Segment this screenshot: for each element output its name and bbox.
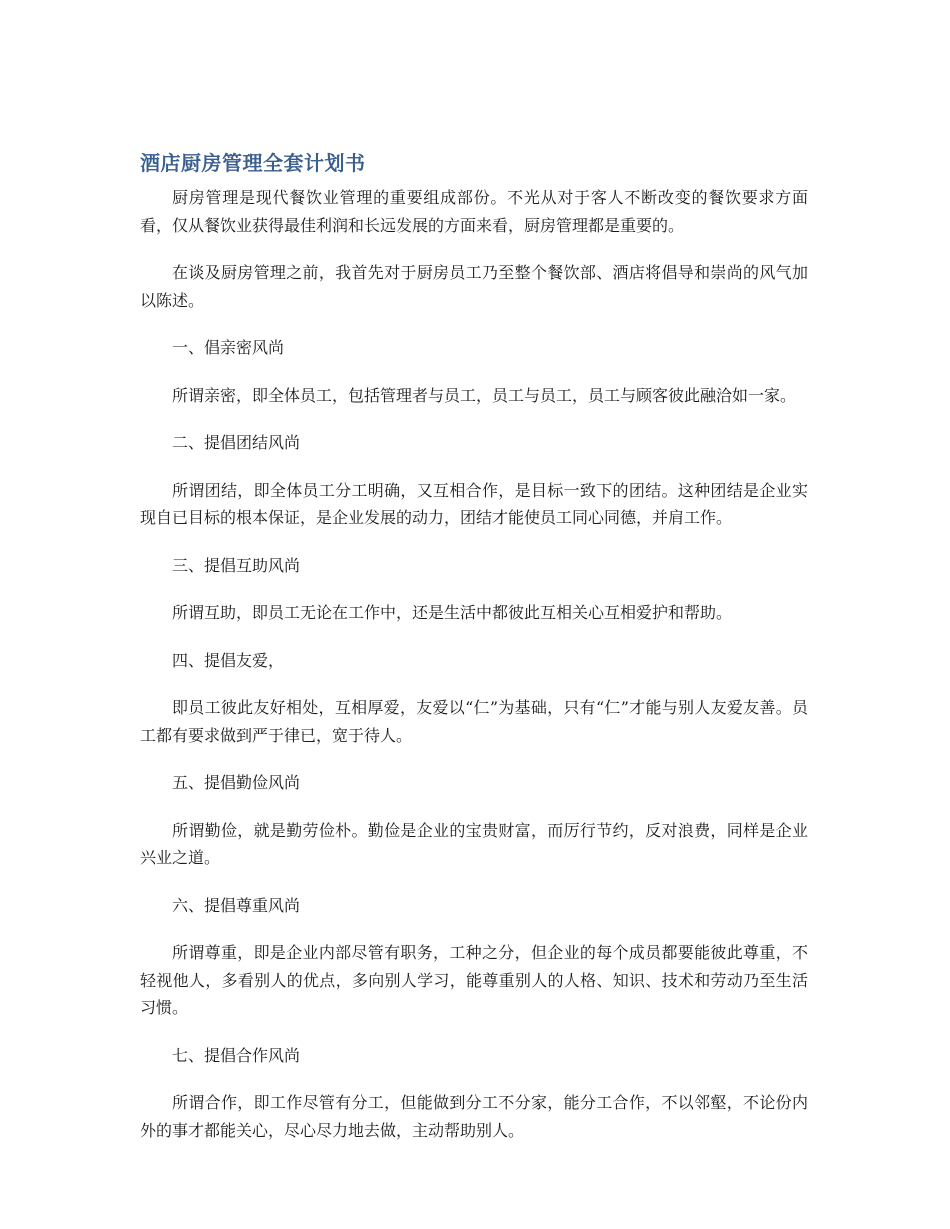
section-heading: 四、提倡友爱， xyxy=(172,650,285,670)
body-paragraph: 所谓亲密，即全体员工，包括管理者与员工，员工与员工，员工与顾客彼此融洽如一家。 xyxy=(172,385,797,405)
body-paragraph: 所谓勤俭，就是勤劳俭朴。勤俭是企业的宝贵财富，而厉行节约，反对浪费，同样是企业兴业之道。 xyxy=(140,820,808,867)
body-paragraph: 所谓尊重，即是企业内部尽管有职务，工种之分，但企业的每个成员都要能彼此尊重，不轻视他人，多看别人的优点，多向别人学习，能尊重别人的人格、知识、技术和劳动乃至生活习惯。 xyxy=(140,943,808,1017)
body-paragraph: 所谓互助，即员工无论在工作中，还是生活中都彼此互相关心互相爱护和帮助。 xyxy=(172,603,733,622)
section-heading: 五、提倡勤俭风尚 xyxy=(172,773,301,792)
body-paragraph: 厨房管理是现代餐饮业管理的重要组成部份。不光从对于客人不断改变的餐饮要求方面看，仅从餐饮业获得最佳利润和长远发展的方面来看，厨房管理都是重要的。 xyxy=(140,188,808,235)
body-paragraph: 所谓合作，即工作尽管有分工，但能做到分工不分家，能分工合作，不以邻壑，不论份内外的事才都能关心，尽心尽力地去做，主动帮助别人。 xyxy=(140,1093,808,1140)
section-heading: 一、倡亲密风尚 xyxy=(172,338,285,357)
section-heading: 二、提倡团结风尚 xyxy=(172,433,301,452)
body-paragraph: 在谈及厨房管理之前，我首先对于厨房员工乃至整个餐饮部、酒店将倡导和崇尚的风气加以陈述。 xyxy=(140,263,808,310)
body-paragraph: 即员工彼此友好相处，互相厚爱，友爱以“仁”为基础，只有“仁”才能与别人友爱友善。员工都有要求做到严于律已，宽于待人。 xyxy=(140,698,808,745)
document-page xyxy=(140,146,808,1164)
body-paragraph: 所谓团结，即全体员工分工明确，又互相合作，是目标一致下的团结。这种团结是企业实现自已目标的根本保证，是企业发展的动力，团结才能使员工同心同德，并肩工作。 xyxy=(140,480,808,527)
section-heading: 六、提倡尊重风尚 xyxy=(172,895,301,915)
section-heading: 三、提倡互助风尚 xyxy=(172,555,301,575)
document-title: 酒店厨房管理全套计划书 xyxy=(140,151,366,175)
section-heading: 七、提倡合作风尚 xyxy=(172,1045,301,1065)
